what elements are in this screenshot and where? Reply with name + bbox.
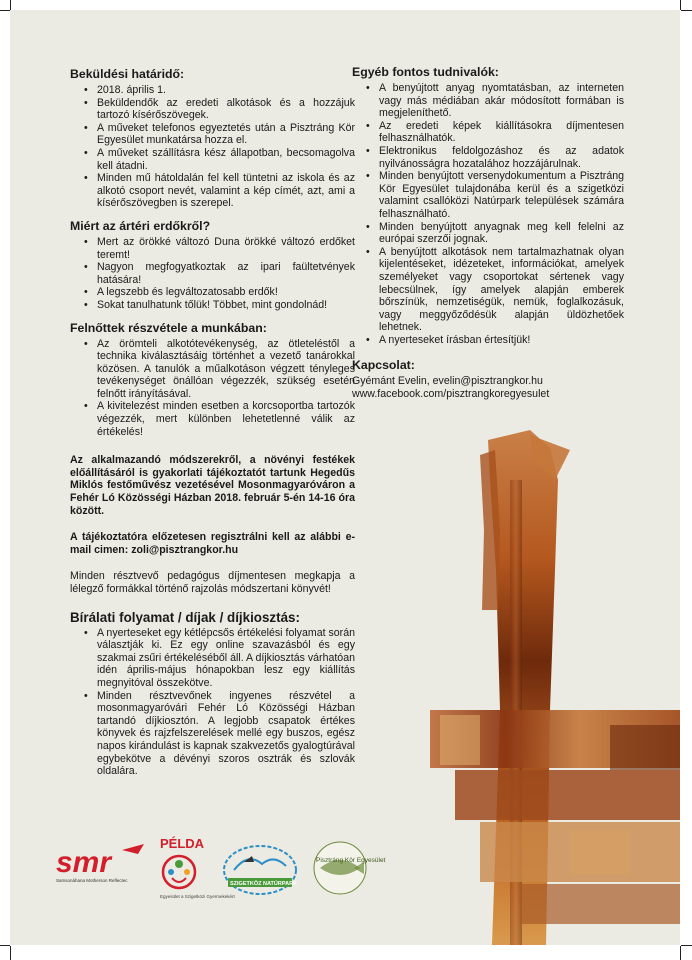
sponsor-logos	[48, 832, 386, 912]
smr-logo	[56, 844, 144, 883]
pisztrang-logo	[314, 842, 386, 894]
list-item: • Minden résztvevőnek ingyenes részvétel a mosonmagyaróvári Fehér Ló Közösségi Házban tartandó díjkiosztón. A legjobb csapatok értékes könyvek és rajzfelszerelések mellé egy buszos, egész napos kirándulást is kapnak szakvezetős gyalogtúrával egybekötve a dévényi szoros osztrák és szlovák oldalára.	[84, 689, 355, 778]
crop-mark-top-left-v	[10, 0, 11, 10]
szigetkoz-logo	[224, 846, 297, 894]
other-list	[352, 82, 624, 346]
list-item: • Mert az örökké változó Duna örökké változó erdőket teremt!	[84, 235, 355, 261]
judging-list	[70, 627, 355, 778]
list-item: • Minden benyújtott anyagnak meg kell felelni az európai szerzői jognak.	[366, 220, 624, 246]
smr-logo-subtitle: Samsonáhana Motherson Reflectec	[56, 878, 128, 883]
pelda-logo-text: PÉLDA	[160, 836, 205, 851]
why-list	[70, 236, 355, 312]
brush-vertical-stroke	[480, 430, 570, 945]
contact-email[interactable]: Gyémánt Evelin, evelin@pisztrangkor.hu	[352, 375, 543, 388]
pisztrang-logo-text: Pisztráng Kör Egyesület	[316, 857, 386, 864]
deadline-list	[70, 84, 355, 210]
list-item: • Nagyon megfogyatkoztak az ipari faültetvények hatására!	[84, 261, 355, 286]
list-item: • Elektronikus feldolgozáshoz és az adatok nyilvánosságra hozatalához hozzájárulnak.	[366, 144, 624, 170]
crop-mark-top-right	[681, 10, 692, 11]
crop-mark-bottom-right-v	[680, 946, 681, 960]
why-heading: Miért az ártéri erdőkről?	[70, 218, 211, 233]
szigetkoz-logo-text: SZIGETKÖZ NATÚRPARK	[230, 881, 298, 887]
contact-section	[352, 358, 624, 400]
logos-svg	[48, 832, 386, 912]
deadline-heading: Beküldési határidő:	[70, 67, 185, 81]
list-item: • Minden benyújtott versenydokumentum a Pisztráng Kör Egyesület tulajdonába kerül és a szigetközi valamint csallóközi Natúrpark települések számára felhasználható.	[366, 170, 624, 220]
crop-mark-top-right-v	[680, 0, 681, 10]
left-column	[70, 67, 355, 787]
list-item: • A műveket szállításra kész állapotban, becsomagolva kell átadni.	[84, 146, 355, 172]
contact-facebook-link[interactable]: www.facebook.com/pisztrangkoregyesulet	[352, 388, 550, 401]
list-item: • A benyújtott alkotások nem tartalmazhatnak olyan kijelentéseket, idézeteket, információkat, amelyek személyeket vagy csoportokat sértenek vagy lebecsülnek, így amelyek alapján emberek bőrszínük, nemzetiségük, nemük, foglalkozásuk, vagy meggyőződésük alapján üldözhetőek lehetnek.	[366, 245, 624, 334]
register-paragraph: A tájékoztatóra előzetesen regisztrálni kell az alábbi e-mail cimen: zoli@pisztrangkor.hu	[70, 531, 355, 556]
list-item: • A legszebb és legváltozatosabb erdők!	[84, 286, 278, 299]
list-item: • Beküldendők az eredeti alkotások és a hozzájuk tartozó kísérőszövegek.	[84, 96, 355, 122]
brush-horizontal-stroke	[430, 710, 680, 924]
list-item: • A műveket telefonos egyeztetés után a Pisztráng Kör Egyesület munkatársa hozza el.	[84, 121, 355, 147]
list-item: • Az örömteli alkotótevékenység, az ötleteléstől a technika kiválasztásáig történhet a vezető tanárokkal közösen. A tanulók a műalkotáson végzett tényleges tevékenységet önállóan végezzék, szükség esetén felnőtt irányításával.	[84, 337, 355, 400]
crop-mark-bottom-left-v	[10, 946, 11, 960]
judging-heading: Bírálati folyamat / díjak / díjkiosztás:	[70, 609, 300, 625]
crop-mark-top-left	[0, 10, 10, 11]
list-item: • Minden mű hátoldalán fel kell tüntetni az iskola és az alkotó csoport nevét, valamint a kép címét, azt, ami a kísérőszövegben is szerepel.	[84, 172, 355, 210]
flyer-page	[10, 10, 680, 945]
list-item: • 2018. április 1.	[84, 84, 166, 96]
list-item: • Sokat tanulhatunk tőlük! Többet, mint gondolnád!	[84, 298, 328, 311]
list-item: • Az eredeti képek kiállításokra díjmentesen felhasználhatók.	[366, 119, 624, 145]
contact-heading: Kapcsolat:	[352, 358, 415, 373]
smr-logo-text: smr	[56, 846, 112, 879]
list-item: • A kivitelezést minden esetben a korcsoportba tartozók végezzék, mert különben lehetetlenné válik az értékelés!	[84, 400, 355, 438]
right-column	[352, 65, 624, 401]
adults-heading: Felnőttek részvétele a munkában:	[70, 320, 267, 335]
list-item: • A nyerteseket egy kétlépcsős értékelési folyamat során választják ki. Ez egy online szavazásból és egy szakmai zsűri értékeléséből áll. A díjkiosztás várhatóan idén április-május hónapokban lesz egy kiállítás megnyitóval összekötve.	[84, 626, 355, 689]
pelda-logo-subtitle: Egyesület a Szigetközi Gyermekekért	[160, 894, 235, 899]
info-paragraph: Az alkalmazandó módszerekről, a növényi festékek előállításáról is gyakorlati tájékoztatót tartunk Hegedűs Miklós festőművész vezetésével Mosonmagyaróváron a Fehér Ló Közösségi Házban 2018. február 5-én 14-16 óra között.	[70, 454, 355, 517]
teachers-paragraph: Minden résztvevő pedagógus díjmentesen megkapja a lélegző formákkal történő rajzolás módszertani könyvét!	[70, 570, 355, 595]
adults-list	[70, 338, 355, 439]
list-item: • A nyerteseket írásban értesítjük!	[366, 333, 531, 346]
crop-mark-bottom-right	[681, 945, 692, 946]
other-heading: Egyéb fontos tudnivalók:	[352, 65, 499, 79]
list-item: • A benyújtott anyag nyomtatásban, az interneten vagy más médiában akár módosított formában is megjeleníthető.	[366, 82, 624, 120]
crop-mark-bottom-left	[0, 945, 10, 946]
